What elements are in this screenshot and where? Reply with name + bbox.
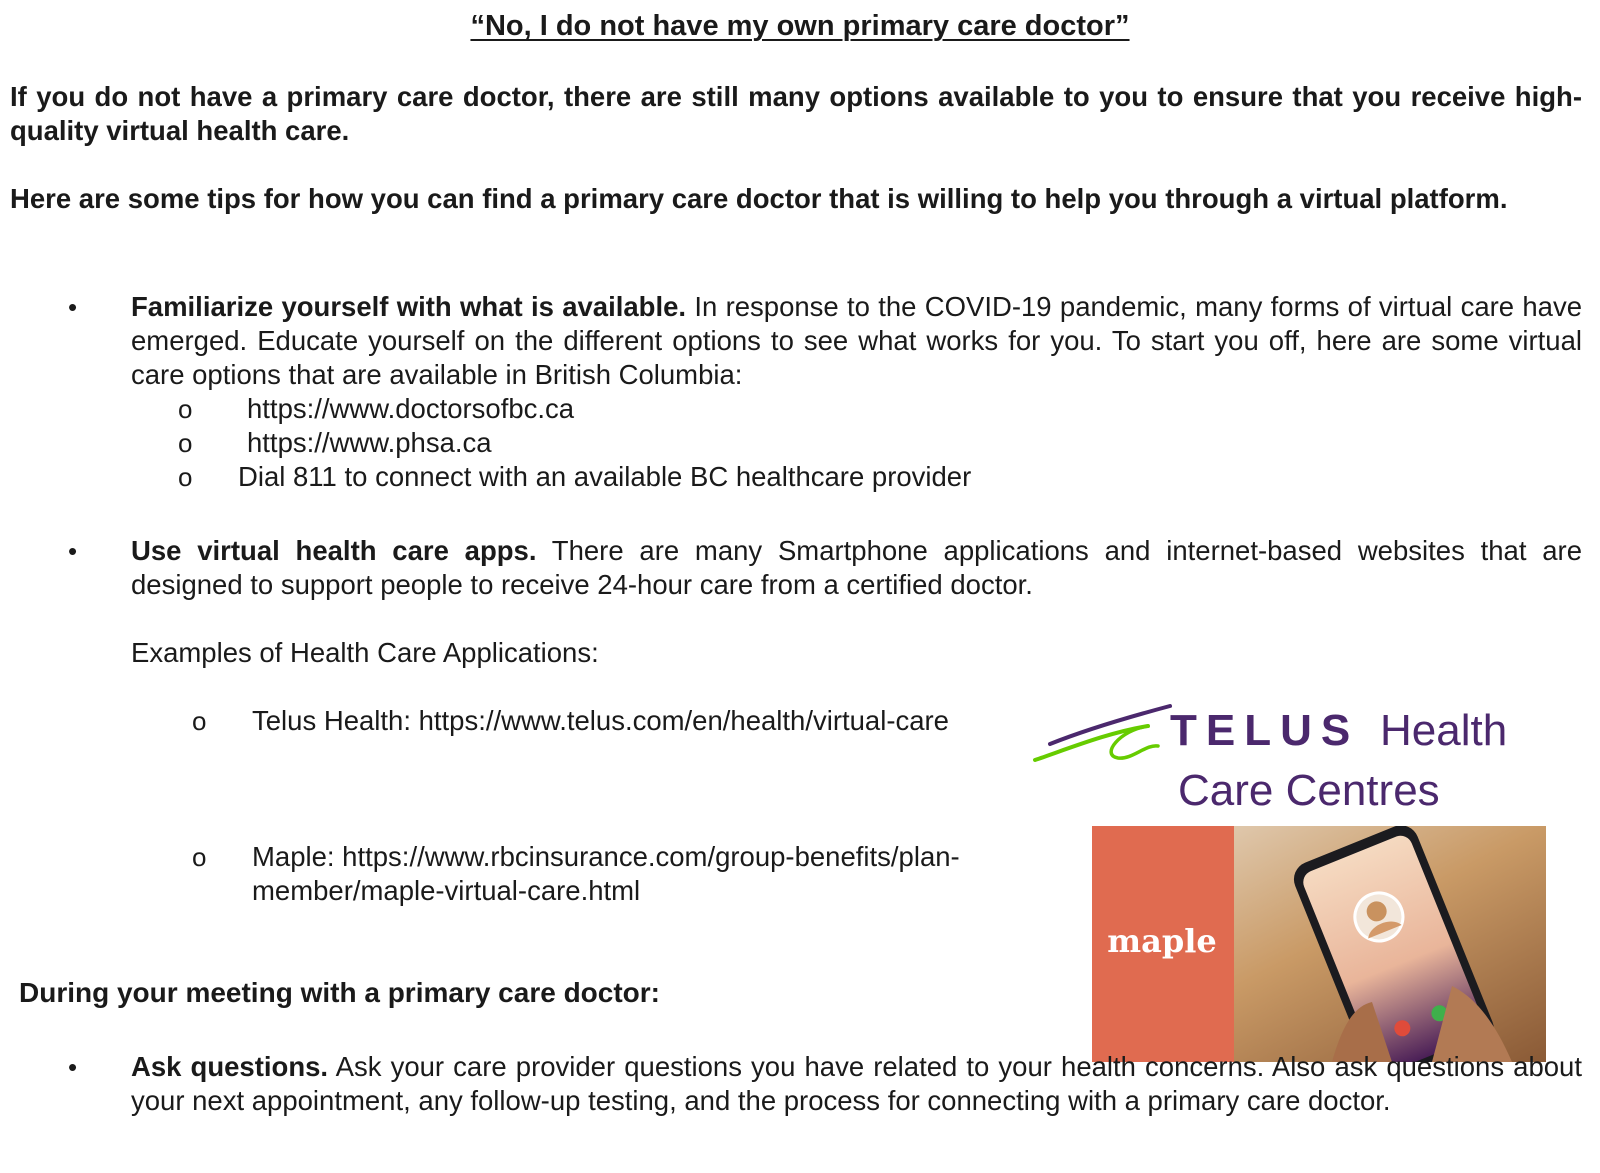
sub-bullet-icon: o	[192, 706, 207, 736]
bullet-lead: Use virtual health care apps.	[131, 535, 537, 566]
telus-care-centres-text: Care Centres	[1178, 766, 1440, 815]
maple-phone-illustration	[1092, 826, 1546, 1062]
option-link-doctorsofbc[interactable]: https://www.doctorsofbc.ca	[247, 393, 575, 424]
telus-health-logo	[1030, 700, 1570, 820]
bullet-text: In response to the COVID-19 pandemic, many forms of virtual care have emerged. Educate yourself on the different options to see what works for you. To start you off, here are some virtual care options that are available in British Columbia:	[131, 291, 1583, 390]
bullet-dot-icon: •	[68, 536, 78, 566]
bullet-text: Ask your care provider questions you have related to your health concerns. Also ask questions about your next appointment, any follow-up testing, and the process for connecting with a primary care doctor.	[131, 1051, 1582, 1116]
app-telus-health[interactable]: Telus Health: https://www.telus.com/en/health/virtual-care	[252, 705, 949, 736]
maple-brand-text: maple	[1107, 922, 1217, 960]
bullet-familiarize	[131, 290, 1582, 392]
meeting-heading: During your meeting with a primary care doctor:	[19, 977, 661, 1008]
telus-brand-text: TELUS	[1170, 706, 1360, 755]
sub-bullet-icon: o	[192, 842, 207, 872]
maple-app-image	[1092, 826, 1546, 1062]
intro-paragraph: If you do not have a primary care doctor, there are still many options available to you to ensure that you receive high-quality virtual health care.	[10, 81, 1582, 146]
bullet-text: There are many Smartphone applications and internet-based websites that are designed to support people to receive 24-hour care from a certified doctor.	[131, 535, 1582, 600]
option-link-phsa[interactable]: https://www.phsa.ca	[247, 427, 492, 458]
bullet-lead: Familiarize yourself with what is available.	[131, 291, 687, 322]
app-maple[interactable]: Maple: https://www.rbcinsurance.com/group-benefits/plan-member/maple-virtual-care.html	[252, 841, 960, 906]
examples-heading: Examples of Health Care Applications:	[131, 637, 599, 668]
sub-bullet-icon: o	[178, 462, 193, 492]
telus-health-text: Health	[1380, 706, 1508, 755]
bullet-lead: Ask questions.	[131, 1051, 329, 1082]
telus-swoosh-icon	[1030, 700, 1570, 820]
bullet-dot-icon: •	[68, 1052, 78, 1082]
bullet-dot-icon: •	[68, 292, 78, 322]
sub-bullet-icon: o	[178, 428, 193, 458]
page-title: “No, I do not have my own primary care doctor”	[470, 10, 1130, 42]
bullet-virtual-apps	[131, 534, 1582, 602]
sub-bullet-icon: o	[178, 394, 193, 424]
bullet-ask-questions	[131, 1050, 1582, 1118]
tips-paragraph: Here are some tips for how you can find a primary care doctor that is willing to help you through a virtual platform.	[10, 183, 1508, 214]
option-dial-811: Dial 811 to connect with an available BC healthcare provider	[238, 461, 972, 492]
